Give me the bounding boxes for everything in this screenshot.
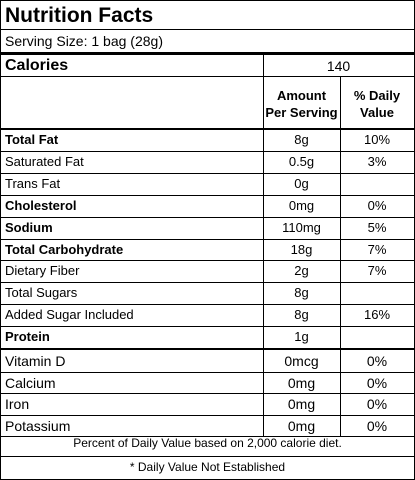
nutrient-amount: 110mg [282, 220, 321, 235]
nutrient-amount: 8g [294, 285, 309, 300]
vitamin-name: Calcium [5, 375, 56, 391]
nutrient-amount: 2g [294, 263, 309, 278]
vitamin-daily-value: 0% [366, 353, 388, 369]
vitamin-row [1, 350, 414, 372]
nutrient-amount: 18g [290, 242, 313, 257]
vitamin-name: Vitamin D [5, 353, 66, 369]
nutrient-daily-value: 7% [367, 263, 387, 278]
vitamin-amount: 0mg [287, 418, 316, 434]
daily-value-footnote: Percent of Daily Value based on 2,000 calorie diet. [73, 436, 342, 450]
nutrient-name: Total Sugars [5, 285, 78, 300]
divider [1, 456, 414, 457]
serving-size: Serving Size: 1 bag (28g) [5, 33, 163, 49]
nutrient-daily-value: 7% [367, 242, 387, 257]
vitamin-amount: 0mg [287, 375, 316, 391]
nutrient-row [1, 151, 414, 172]
nutrient-amount: 0.5g [288, 154, 315, 169]
nutrient-amount: 0g [294, 176, 309, 191]
nutrient-row [1, 217, 414, 238]
calories-label: Calories [5, 57, 69, 74]
amount-per-serving-header: Amount Per Serving [265, 88, 338, 120]
nutrient-row [1, 282, 414, 303]
vitamin-name: Iron [5, 396, 30, 412]
nutrient-row [1, 326, 414, 347]
nutrient-name: Cholesterol [5, 198, 77, 213]
nutrient-amount: 1g [294, 329, 309, 344]
vitamin-amount: 0mg [287, 396, 316, 412]
nutrient-row [1, 260, 414, 281]
nutrient-row [1, 129, 414, 150]
nutrient-name: Total Fat [5, 132, 59, 147]
nutrient-daily-value: 16% [363, 307, 391, 322]
divider [1, 29, 414, 30]
nutrient-amount: 8g [294, 132, 309, 147]
vitamin-daily-value: 0% [366, 396, 388, 412]
nutrient-daily-value: 3% [367, 154, 387, 169]
nutrient-row [1, 173, 414, 194]
nutrient-name: Dietary Fiber [5, 263, 80, 278]
vitamin-name: Potassium [5, 418, 71, 434]
nutrient-daily-value: 0% [367, 198, 387, 213]
nutrient-name: Total Carbohydrate [5, 242, 124, 257]
nutrient-row [1, 195, 414, 216]
nutrient-name: Protein [5, 329, 50, 344]
column-divider [263, 53, 264, 436]
nutrient-name: Sodium [5, 220, 53, 235]
vitamin-row [1, 393, 414, 415]
nutrient-name: Added Sugar Included [5, 307, 134, 322]
vitamin-daily-value: 0% [366, 418, 388, 434]
not-established-footnote: * Daily Value Not Established [129, 460, 286, 474]
label-title: Nutrition Facts [5, 4, 154, 27]
vitamin-daily-value: 0% [366, 375, 388, 391]
nutrient-daily-value: 10% [363, 132, 391, 147]
vitamin-row [1, 372, 414, 394]
nutrient-amount: 8g [294, 307, 309, 322]
nutrient-amount: 0mg [288, 198, 315, 213]
divider [1, 76, 414, 77]
calories-value: 140 [326, 58, 351, 74]
column-divider [340, 77, 341, 436]
nutrient-row [1, 304, 414, 325]
nutrient-daily-value: 5% [367, 220, 387, 235]
vitamin-amount: 0mcg [284, 353, 319, 369]
daily-value-header: % Daily Value [353, 88, 401, 120]
nutrient-name: Saturated Fat [5, 154, 84, 169]
nutrient-name: Trans Fat [5, 176, 61, 191]
divider [1, 52, 414, 55]
nutrient-row [1, 239, 414, 260]
